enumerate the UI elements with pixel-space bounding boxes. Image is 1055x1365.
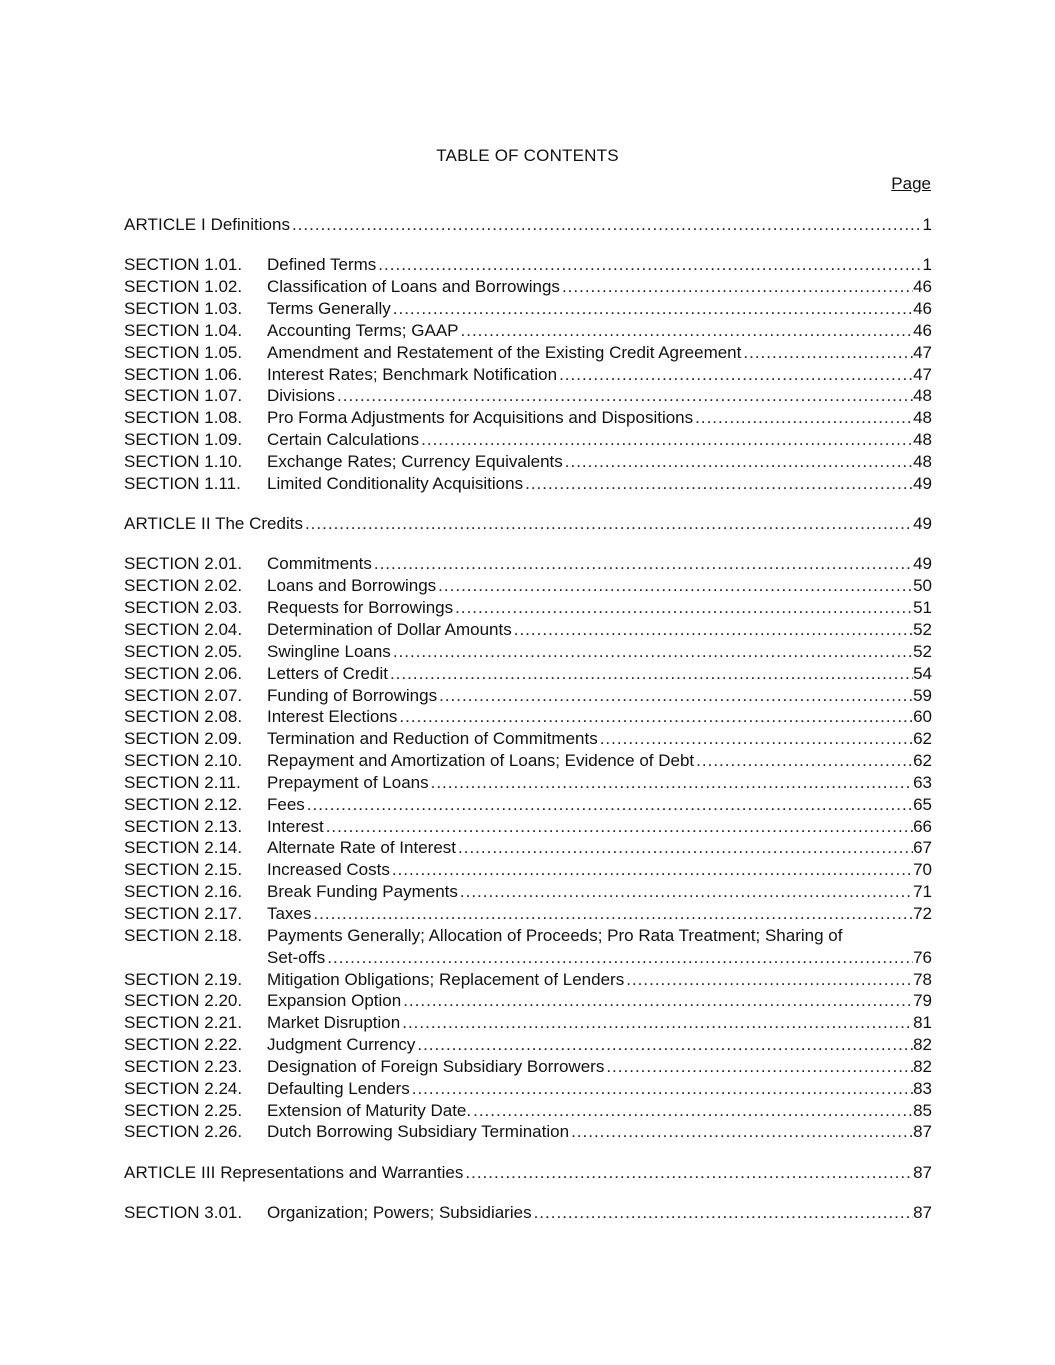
dot-leader [401,990,913,1012]
article-label: ARTICLE II [124,514,211,534]
dot-leader [437,685,913,707]
section-number: SECTION 1.11. [124,473,241,493]
section-title: Requests for Borrowings [267,598,454,618]
toc-article-1[interactable] [124,214,932,236]
toc-section-2-26[interactable] [124,1121,932,1143]
section-number: SECTION 2.05. [124,641,243,661]
section-number: SECTION 2.16. [124,882,243,902]
dot-leader [391,641,913,663]
page-number: 81 [913,1013,932,1033]
section-title: Swingline Loans [267,641,391,661]
section-title: Mitigation Obligations; Replacement of Lenders [267,969,625,989]
dot-leader [324,816,913,838]
section-number: SECTION 2.03. [124,598,243,618]
section-number: SECTION 3.01. [124,1203,243,1223]
article-title: Representations and Warranties [220,1162,464,1182]
toc-section-2-03[interactable] [124,597,932,619]
toc-section-1-01[interactable] [124,254,932,276]
dot-leader [388,663,913,685]
page-number: 85 [913,1100,932,1120]
toc-section-1-09[interactable] [124,429,932,451]
section-number: SECTION 2.19. [124,969,243,989]
section-number: SECTION 1.08. [124,408,243,428]
article-title: The Credits [215,514,303,534]
section-title: Amendment and Restatement of the Existing Credit Agreement [267,342,742,362]
page-number: 49 [913,554,932,574]
page-number: 49 [913,473,932,493]
dot-leader [335,385,913,407]
toc-section-2-25[interactable] [124,1100,932,1122]
page-column-header: Page [891,174,931,193]
dot-leader [463,1162,913,1184]
toc-article-3[interactable] [124,1162,932,1184]
page-number: 1 [922,255,932,275]
document-title: TABLE OF CONTENTS [436,146,619,165]
dot-leader [436,575,913,597]
page-number: 50 [913,576,932,596]
page-number: 87 [913,1162,932,1182]
dot-leader [390,859,913,881]
section-number: SECTION 1.09. [124,430,243,450]
toc-section-1-07[interactable] [124,385,932,407]
dot-leader [598,728,913,750]
dot-leader [624,969,913,991]
dot-leader [453,597,913,619]
section-number: SECTION 2.02. [124,576,243,596]
section-number: SECTION 2.26. [124,1122,243,1142]
dot-leader [532,1202,914,1224]
toc-article-2[interactable] [124,513,932,535]
section-title: Judgment Currency [267,1035,416,1055]
section-number: SECTION 1.04. [124,320,243,340]
section-number: SECTION 2.24. [124,1078,243,1098]
dot-leader [372,553,913,575]
toc-section-1-04[interactable] [124,320,932,342]
section-title: Defaulting Lenders [267,1078,410,1098]
dot-leader [400,1012,913,1034]
section-title: Terms Generally [267,299,391,319]
section-title: Break Funding Payments [267,882,458,902]
toc-section-2-15[interactable] [124,859,932,881]
section-title: Commitments [267,554,372,574]
section-number: SECTION 2.01. [124,554,243,574]
section-title: Limited Conditionality Acquisitions [267,473,524,493]
page-number: 46 [913,277,932,297]
section-number: SECTION 1.02. [124,277,243,297]
toc-section-2-16[interactable] [124,881,932,903]
section-number: SECTION 1.10. [124,451,243,471]
dot-leader [410,1078,913,1100]
section-number: SECTION 2.12. [124,794,243,814]
toc-section-1-02[interactable] [124,276,932,298]
dot-leader [459,320,914,342]
page-number: 83 [913,1078,932,1098]
section-number: SECTION 2.06. [124,663,243,683]
toc-section-2-10[interactable] [124,750,932,772]
toc-section-2-20[interactable] [124,990,932,1012]
section-title: Defined Terms [267,255,377,275]
section-title: Divisions [267,386,336,406]
toc-section-2-01[interactable] [124,553,932,575]
page-number: 52 [913,620,932,639]
toc-section-1-10[interactable] [124,451,932,473]
toc-section-2-22[interactable] [124,1034,932,1056]
section-title: Termination and Reduction of Commitments [267,729,598,749]
section-title: Payments Generally; Allocation of Proceeds; Pro Rata Treatment; Sharing of [267,925,843,945]
page-number: 82 [913,1056,932,1076]
toc-section-2-06[interactable] [124,663,932,685]
toc-section-1-03[interactable] [124,298,932,320]
section-title: Interest Rates; Benchmark Notification [267,364,558,384]
section-number: SECTION 2.14. [124,838,243,858]
dot-leader [290,214,923,236]
dot-leader [471,1100,913,1122]
page-number: 49 [913,514,932,534]
section-title: Determination of Dollar Amounts [267,620,512,639]
dot-leader [694,750,913,772]
page-number: 87 [913,1203,932,1223]
page-number: 48 [913,408,932,428]
page-number: 63 [913,772,932,792]
page-number: 67 [913,838,932,858]
dot-leader [560,276,913,298]
section-number: SECTION 1.05. [124,342,243,362]
section-number: SECTION 1.01. [124,255,243,275]
page-number: 48 [913,451,932,471]
page-number: 47 [913,342,932,362]
dot-leader [376,254,922,276]
page-number: 72 [913,903,932,923]
page-number: 87 [913,1122,932,1142]
toc-section-1-11[interactable] [124,473,932,495]
page-number: 52 [913,641,932,661]
dot-leader [311,903,913,925]
toc-section-2-07[interactable] [124,685,932,707]
section-number: SECTION 2.21. [124,1013,243,1033]
section-number: SECTION 2.25. [124,1100,243,1120]
page-number: 62 [913,729,932,749]
article-label: ARTICLE I [124,215,206,234]
page-number: 60 [913,707,932,727]
dot-leader [693,407,913,429]
section-title: Funding of Borrowings [267,685,438,705]
section-title: Classification of Loans and Borrowings [267,277,560,297]
toc-section-2-21[interactable] [124,1012,932,1034]
page-number: 62 [913,751,932,771]
section-title: Expansion Option [267,991,402,1011]
toc-section-2-05[interactable] [124,641,932,663]
section-number: SECTION 1.03. [124,299,243,319]
dot-leader [303,513,913,535]
toc-section-2-24[interactable] [124,1078,932,1100]
toc-section-2-14[interactable] [124,837,932,859]
toc-section-2-18[interactable] [124,925,932,969]
article-title: Definitions [210,215,290,234]
section-number: SECTION 2.15. [124,860,243,880]
section-title: Extension of Maturity Date. [267,1100,472,1120]
page-number: 70 [913,860,932,880]
page-number: 51 [913,598,932,618]
section-number: SECTION 2.04. [124,620,243,639]
page-number: 46 [913,299,932,319]
section-number: SECTION 2.18. [124,925,243,945]
page-number: 66 [913,816,932,836]
page-number: 48 [913,430,932,450]
dot-leader [415,1034,913,1056]
section-title: Increased Costs [267,860,390,880]
dot-leader [569,1121,913,1143]
toc-section-1-06[interactable] [124,364,932,386]
section-title: Market Disruption [267,1013,401,1033]
toc-section-2-02[interactable] [124,575,932,597]
dot-leader [563,451,913,473]
toc-section-2-13[interactable] [124,816,932,838]
section-title-continued: Set-offs [267,947,326,967]
section-title: Letters of Credit [267,663,388,683]
section-title: Fees [267,794,305,814]
dot-leader [557,364,913,386]
section-number: SECTION 2.17. [124,903,243,923]
section-number: SECTION 2.22. [124,1035,243,1055]
page-number: 46 [913,320,932,340]
section-title: Loans and Borrowings [267,576,437,596]
dot-leader [523,473,913,495]
section-title: Designation of Foreign Subsidiary Borrowers [267,1056,605,1076]
page-number: 47 [913,364,932,384]
article-label: ARTICLE III [124,1162,216,1182]
page-number: 1 [922,215,932,234]
section-title: Alternate Rate of Interest [267,838,456,858]
page-number: 78 [913,969,932,989]
section-title: Accounting Terms; GAAP [267,320,459,340]
toc-section-2-17[interactable] [124,903,932,925]
section-number: SECTION 1.07. [124,386,243,406]
toc-section-2-04[interactable] [124,619,932,641]
page-number: 54 [913,663,932,683]
section-title: Pro Forma Adjustments for Acquisitions and Dispositions [267,408,694,428]
dot-leader [456,837,913,859]
dot-leader [458,881,913,903]
toc-section-2-08[interactable] [124,706,932,728]
dot-leader [325,947,913,969]
dot-leader [604,1056,913,1078]
toc-section-2-12[interactable] [124,794,932,816]
toc-section-3-01[interactable] [124,1202,932,1224]
dot-leader [397,706,913,728]
section-number: SECTION 2.08. [124,707,243,727]
section-title: Exchange Rates; Currency Equivalents [267,451,563,471]
section-title: Taxes [267,903,312,923]
section-number: SECTION 2.23. [124,1056,243,1076]
page-number: 65 [913,794,932,814]
toc-section-1-05[interactable] [124,342,932,364]
dot-leader [391,298,913,320]
toc-section-2-23[interactable] [124,1056,932,1078]
section-title: Prepayment of Loans [267,772,429,792]
table-of-contents [124,214,932,1224]
page-number: 59 [913,685,932,705]
dot-leader [741,342,913,364]
section-title: Organization; Powers; Subsidiaries [267,1203,532,1223]
dot-leader [305,794,913,816]
toc-section-2-09[interactable] [124,728,932,750]
section-title: Interest [267,816,324,836]
section-title: Dutch Borrowing Subsidiary Termination [267,1122,570,1142]
section-number: SECTION 2.07. [124,685,243,705]
section-number: SECTION 1.06. [124,364,243,384]
section-title: Repayment and Amortization of Loans; Evidence of Debt [267,751,695,771]
section-title: Certain Calculations [267,430,420,450]
page-number: 82 [913,1035,932,1055]
section-number: SECTION 2.13. [124,816,243,836]
section-title: Interest Elections [267,707,398,727]
page-number: 79 [913,991,932,1011]
dot-leader [429,772,913,794]
dot-leader [512,619,913,641]
page-number: 48 [913,386,932,406]
section-number: SECTION 2.20. [124,991,243,1011]
section-number: SECTION 2.11. [124,772,241,792]
section-number: SECTION 2.09. [124,729,243,749]
section-number: SECTION 2.10. [124,751,243,771]
toc-section-2-11[interactable] [124,772,932,794]
dot-leader [419,429,913,451]
toc-section-1-08[interactable] [124,407,932,429]
page-number: 71 [913,882,932,902]
toc-section-2-19[interactable] [124,969,932,991]
page-number: 76 [913,947,932,967]
